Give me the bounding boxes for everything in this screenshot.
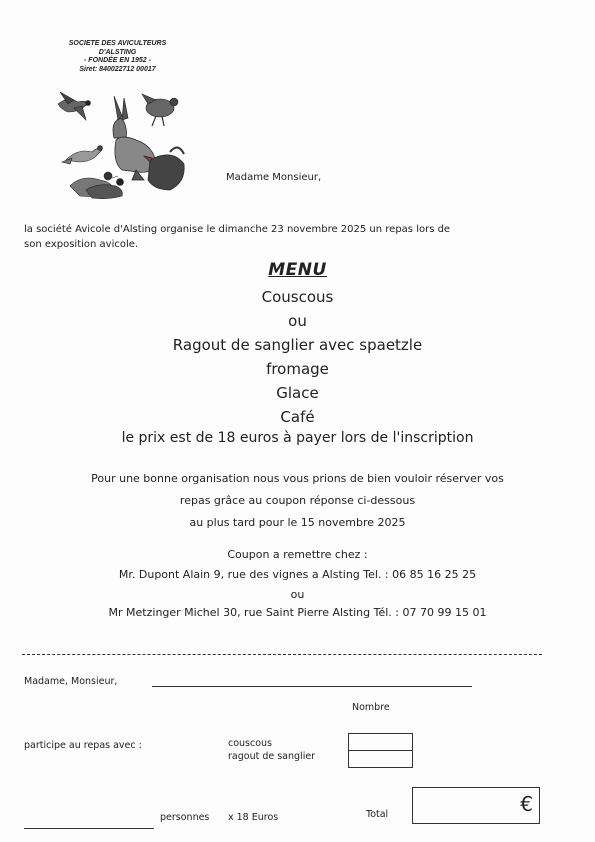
couscous-count-box[interactable] xyxy=(348,733,413,751)
logo-line-3: - FONDÉE EN 1952 - xyxy=(84,57,151,64)
logo-line-4: Siret: 840022712 00017 xyxy=(79,65,156,73)
intro-line-1: la société Avicole d'Alsting organise le dimanche 23 novembre 2025 un repas lors de xyxy=(24,224,451,235)
logo-line-1: SOCIETE DES AVICULTEURS xyxy=(68,40,167,47)
duck-pair-icon xyxy=(70,172,124,199)
coupon-heading: Coupon a remettre chez : xyxy=(227,548,368,561)
name-input-line[interactable] xyxy=(152,686,472,687)
option-couscous-label: couscous xyxy=(228,738,273,749)
total-box[interactable] xyxy=(412,787,540,824)
partridge-icon xyxy=(142,94,178,126)
persons-input-line[interactable] xyxy=(24,828,154,829)
euro-symbol: € xyxy=(520,792,533,816)
price-multiplier-label: x 18 Euros xyxy=(228,812,279,823)
form-salutation-label: Madame, Monsieur, xyxy=(24,676,118,687)
cut-line xyxy=(22,654,542,655)
reservation-line-1: Pour une bonne organisation nous vous prions de bien vouloir réserver vos xyxy=(91,472,504,485)
society-logo-text xyxy=(55,40,180,74)
intro-line-2: son exposition avicole. xyxy=(24,239,139,250)
personnes-label: personnes xyxy=(160,812,210,823)
menu-title: MENU xyxy=(268,260,327,280)
flying-duck-icon xyxy=(58,92,91,120)
intro-paragraph xyxy=(24,220,494,254)
contact-or: ou xyxy=(290,588,305,601)
contact-dupont: Mr. Dupont Alain 9, rue des vignes a Alsting Tel. : 06 85 16 25 25 xyxy=(118,568,477,581)
menu-item-or: ou xyxy=(288,312,307,330)
menu-item-ragout: Ragout de sanglier avec spaetzle xyxy=(172,336,423,354)
menu-item-fromage: fromage xyxy=(266,360,329,378)
menu-item-couscous: Couscous xyxy=(261,288,334,306)
reservation-line-3: au plus tard pour le 15 novembre 2025 xyxy=(189,516,406,529)
menu-item-glace: Glace xyxy=(276,384,319,402)
price-text: le prix est de 18 euros à payer lors de l'inscription xyxy=(121,430,474,446)
option-ragout-label: ragout de sanglier xyxy=(228,751,316,762)
menu-item-cafe: Café xyxy=(280,408,315,426)
ragout-count-box[interactable] xyxy=(348,750,413,768)
reservation-line-2: repas grâce au coupon réponse ci-dessous xyxy=(179,494,416,507)
nombre-label: Nombre xyxy=(352,702,390,713)
logo-line-2: D'ALSTING xyxy=(98,48,137,56)
total-label: Total xyxy=(366,809,389,820)
animals-illustration xyxy=(52,90,187,202)
greeting-text: Madame Monsieur, xyxy=(226,172,322,183)
pigeon-icon xyxy=(62,146,103,165)
participe-label: participe au repas avec : xyxy=(24,740,142,751)
contact-metzinger: Mr Metzinger Michel 30, rue Saint Pierre Alsting Tél. : 07 70 99 15 01 xyxy=(108,606,487,619)
